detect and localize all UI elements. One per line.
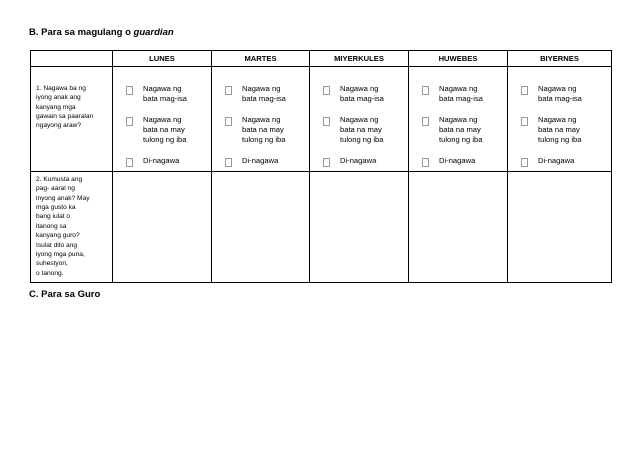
option-label: Di-nagawa — [242, 155, 279, 165]
header-row — [31, 51, 612, 67]
question-1-cell — [31, 67, 113, 172]
option-label: Nagawa ng bata mag-isa — [439, 84, 483, 104]
option-label: Nagawa ng bata mag-isa — [143, 84, 187, 104]
checkbox-icon[interactable] — [521, 86, 528, 95]
day-cell-huwebes — [409, 67, 508, 172]
checkbox-icon[interactable] — [422, 158, 429, 167]
option-label: Nagawa ng bata na may tulong ng iba — [242, 114, 286, 145]
option-with-help[interactable] — [113, 115, 211, 146]
checkbox-icon[interactable] — [225, 117, 232, 126]
option-label: Di-nagawa — [538, 155, 575, 165]
comment-cell-lunes[interactable] — [113, 172, 212, 283]
checkbox-icon[interactable] — [323, 86, 330, 95]
option-label: Nagawa ng bata na may tulong ng iba — [439, 114, 483, 145]
day-cell-miyerkules — [310, 67, 409, 172]
question-2-cell — [31, 172, 113, 283]
question-2-text: 2. Kumusta ang pag- aaral ng inyong anak? May mga gusto ka bang iulat o itanong sa kanyang guro? Isulat dito ang iyong mga puna, suhestyon, o tanong. — [36, 176, 90, 277]
option-not-done[interactable] — [113, 156, 211, 166]
checkbox-icon[interactable] — [126, 158, 133, 167]
option-label: Nagawa ng bata na may tulong ng iba — [538, 114, 582, 145]
option-not-done[interactable] — [212, 156, 309, 166]
checkbox-icon[interactable] — [521, 158, 528, 167]
checkbox-icon[interactable] — [422, 117, 429, 126]
option-solo[interactable] — [212, 84, 309, 105]
comment-cell-martes[interactable] — [212, 172, 310, 283]
option-label: Nagawa ng bata mag-isa — [340, 84, 384, 104]
option-not-done[interactable] — [310, 156, 408, 166]
question-1-row — [31, 67, 612, 172]
option-with-help[interactable] — [409, 115, 507, 146]
checkbox-icon[interactable] — [126, 86, 133, 95]
option-with-help[interactable] — [212, 115, 309, 146]
section-b-heading — [29, 27, 174, 38]
option-solo[interactable] — [310, 84, 408, 105]
checkbox-icon[interactable] — [225, 86, 232, 95]
comment-cell-miyerkules[interactable] — [310, 172, 409, 283]
day-header-martes: MARTES — [212, 51, 310, 67]
day-cell-lunes — [113, 67, 212, 172]
day-header-huwebes: HUWEBES — [409, 51, 508, 67]
question-2-row — [31, 172, 612, 283]
day-cell-martes — [212, 67, 310, 172]
checkbox-icon[interactable] — [323, 117, 330, 126]
option-label: Nagawa ng bata mag-isa — [242, 84, 286, 104]
option-label: Di-nagawa — [439, 155, 476, 165]
option-not-done[interactable] — [508, 156, 611, 166]
section-c-heading: C. Para sa Guro — [29, 289, 101, 300]
day-header-biyernes: BIYERNES — [508, 51, 612, 67]
day-header-lunes: LUNES — [113, 51, 212, 67]
section-b-italic: guardian — [133, 27, 174, 38]
checkbox-icon[interactable] — [422, 86, 429, 95]
option-solo[interactable] — [113, 84, 211, 105]
header-blank — [31, 51, 113, 67]
question-1-text: 1. Nagawa ba ng iyong anak ang kanyang mga gawain sa paaralan ngayong araw? — [36, 85, 94, 130]
checkbox-icon[interactable] — [126, 117, 133, 126]
checkbox-icon[interactable] — [225, 158, 232, 167]
parent-report-table — [30, 50, 612, 283]
option-label: Di-nagawa — [340, 155, 377, 165]
option-label: Nagawa ng bata na may tulong ng iba — [143, 114, 187, 145]
day-cell-biyernes — [508, 67, 612, 172]
option-with-help[interactable] — [310, 115, 408, 146]
checkbox-icon[interactable] — [323, 158, 330, 167]
option-solo[interactable] — [508, 84, 611, 105]
checkbox-icon[interactable] — [521, 117, 528, 126]
comment-cell-huwebes[interactable] — [409, 172, 508, 283]
option-label: Nagawa ng bata na may tulong ng iba — [340, 114, 384, 145]
option-label: Di-nagawa — [143, 155, 180, 165]
comment-cell-biyernes[interactable] — [508, 172, 612, 283]
day-header-miyerkules: MIYERKULES — [310, 51, 409, 67]
option-solo[interactable] — [409, 84, 507, 105]
section-b-label: B. Para sa magulang o — [29, 27, 134, 38]
option-label: Nagawa ng bata mag-isa — [538, 84, 582, 104]
option-not-done[interactable] — [409, 156, 507, 166]
option-with-help[interactable] — [508, 115, 611, 146]
